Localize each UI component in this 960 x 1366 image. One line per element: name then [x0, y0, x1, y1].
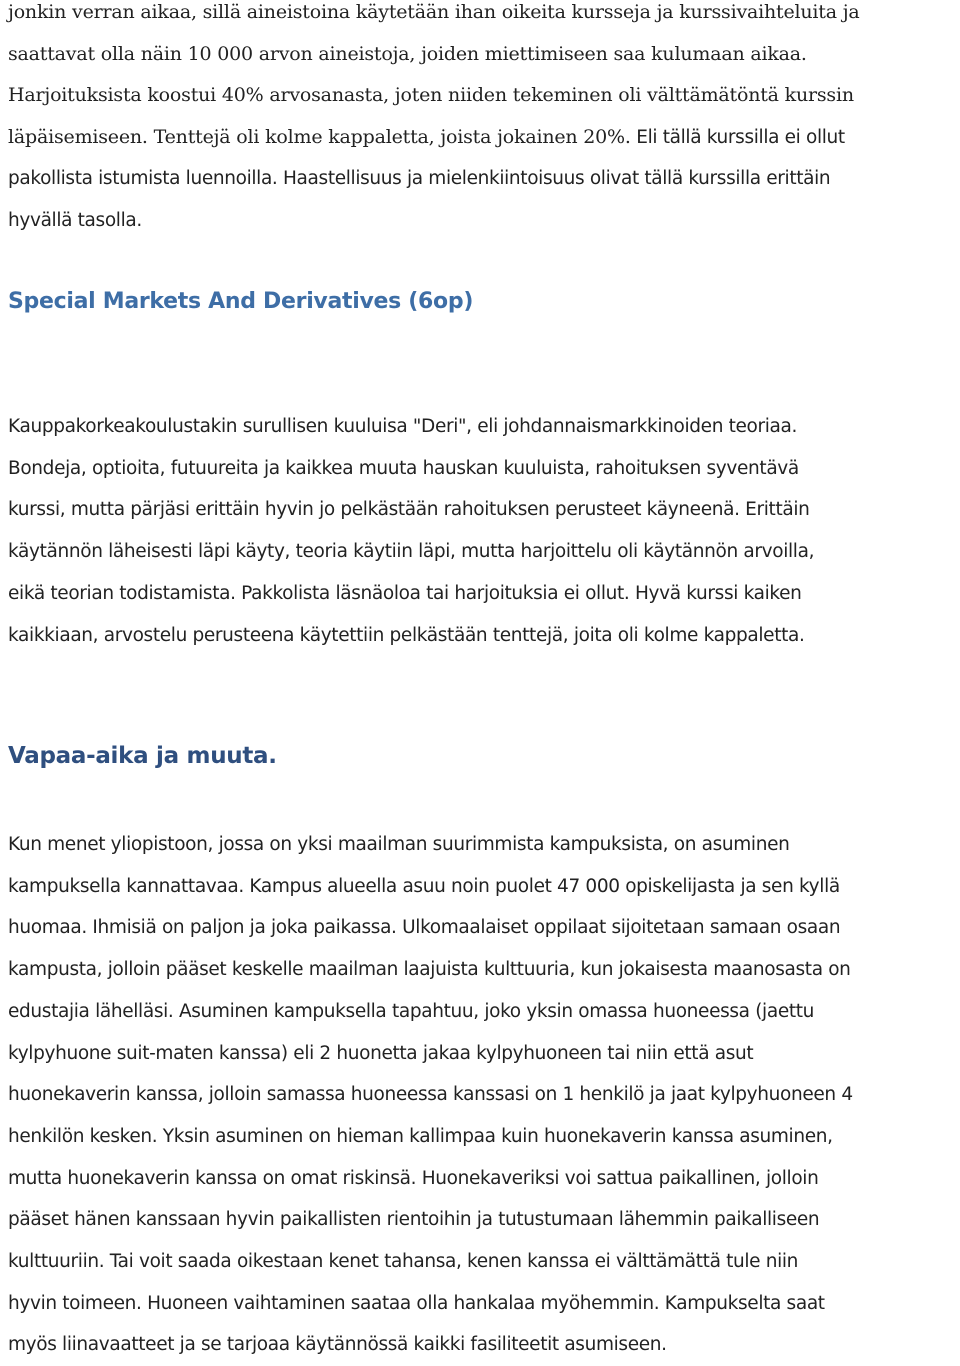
course-paragraph	[8, 406, 960, 656]
text-line: Kun menet yliopistoon, jossa on yksi maailman suurimmista kampuksista, on asuminen	[8, 834, 790, 855]
text-line: kampusta, jolloin pääset keskelle maailman laajuista kulttuuria, kun jokaisesta maanosasta on	[8, 959, 851, 981]
text-line: kylpyhuone suit-maten kanssa) eli 2 huonetta jakaa kylpyhuoneen tai niin että asut	[8, 1042, 754, 1064]
text-segment: läpäisemiseen. Tenttejä oli kolme kappaletta, joista jokainen 20%.	[8, 125, 631, 148]
text-line: myös liinavaatteet ja se tarjoaa käytännössä kaikki fasiliteetit asumiseen.	[8, 1334, 667, 1356]
text-line: eikä teorian todistamista. Pakkolista läsnäoloa tai harjoituksia ei ollut. Hyvä kurssi kaiken	[8, 582, 802, 604]
text-line: kurssi, mutta pärjäsi erittäin hyvin jo pelkästään rahoituksen perusteet käyneenä. Erittäin	[8, 499, 810, 521]
text-segment: Eli tällä kurssilla ei ollut	[630, 126, 845, 148]
text-line: Harjoituksista koostui 40% arvosanasta, joten niiden tekeminen oli välttämätöntä kurssin	[8, 84, 854, 106]
text-line: kulttuuriin. Tai voit saada oikestaan kenet tahansa, kenen kanssa ei välttämättä tule niin	[8, 1251, 799, 1273]
section-heading-course: Special Markets And Derivatives (6op)	[8, 289, 474, 314]
text-line: edustajia lähelläsi. Asuminen kampuksella tapahtuu, joko yksin omassa huoneessa (jaettu	[8, 1000, 815, 1022]
text-line: pakollista istumista luennoilla. Haastellisuus ja mielenkiintoisuus olivat tällä kurssilla erittäin	[8, 168, 831, 189]
text-line: Kauppakorkeakoulustakin surullisen kuuluisa "Deri", eli johdannaismarkkinoiden teoriaa.	[8, 416, 798, 437]
text-line: mutta huonekaverin kanssa on omat riskinsä. Huonekaveriksi voi sattua paikallinen, jolloin	[8, 1167, 819, 1189]
text-line: pääset hänen kanssaan hyvin paikallisten rientoihin ja tutustumaan lähemmin paikalliseen	[8, 1209, 820, 1231]
text-line: hyvällä tasolla.	[8, 209, 142, 231]
text-line: Bondeja, optioita, futuureita ja kaikkea muuta hauskan kuuluista, rahoituksen syventävä	[8, 457, 799, 479]
free-time-paragraph	[8, 824, 960, 1366]
text-line: huonekaverin kanssa, jolloin samassa huoneessa kanssasi on 1 henkilö ja jaat kylpyhuoneen 4	[8, 1084, 853, 1106]
intro-paragraph	[8, 0, 960, 158]
text-line	[8, 117, 960, 159]
text-line: huomaa. Ihmisiä on paljon ja joka paikassa. Ulkomaalaiset oppilaat sijoitetaan samaan osaan	[8, 917, 841, 939]
text-line: kampuksella kannattavaa. Kampus alueella asuu noin puolet 47 000 opiskelijasta ja sen kyllä	[8, 875, 840, 897]
text-line: jonkin verran aikaa, sillä aineistoina käytetään ihan oikeita kursseja ja kurssivaihteluita ja	[8, 1, 860, 23]
section-heading-free-time: Vapaa-aika ja muuta.	[8, 743, 277, 769]
text-line: hyvin toimeen. Huoneen vaihtaminen saataa olla hankalaa myöhemmin. Kampukselta saat	[8, 1292, 825, 1314]
text-line: saattavat olla näin 10 000 arvon aineistoja, joiden miettimiseen saa kulumaan aikaa.	[8, 42, 807, 65]
text-line: henkilön kesken. Yksin asuminen on hieman kallimpaa kuin huonekaverin kanssa asuminen,	[8, 1125, 833, 1147]
text-line: kaikkiaan, arvostelu perusteena käytettiin pelkästään tenttejä, joita oli kolme kappaletta.	[8, 624, 805, 646]
text-line: käytännön läheisesti läpi käyty, teoria käytiin läpi, mutta harjoittelu oli käytännön arvoilla,	[8, 541, 815, 563]
intro-continuation	[8, 158, 960, 241]
